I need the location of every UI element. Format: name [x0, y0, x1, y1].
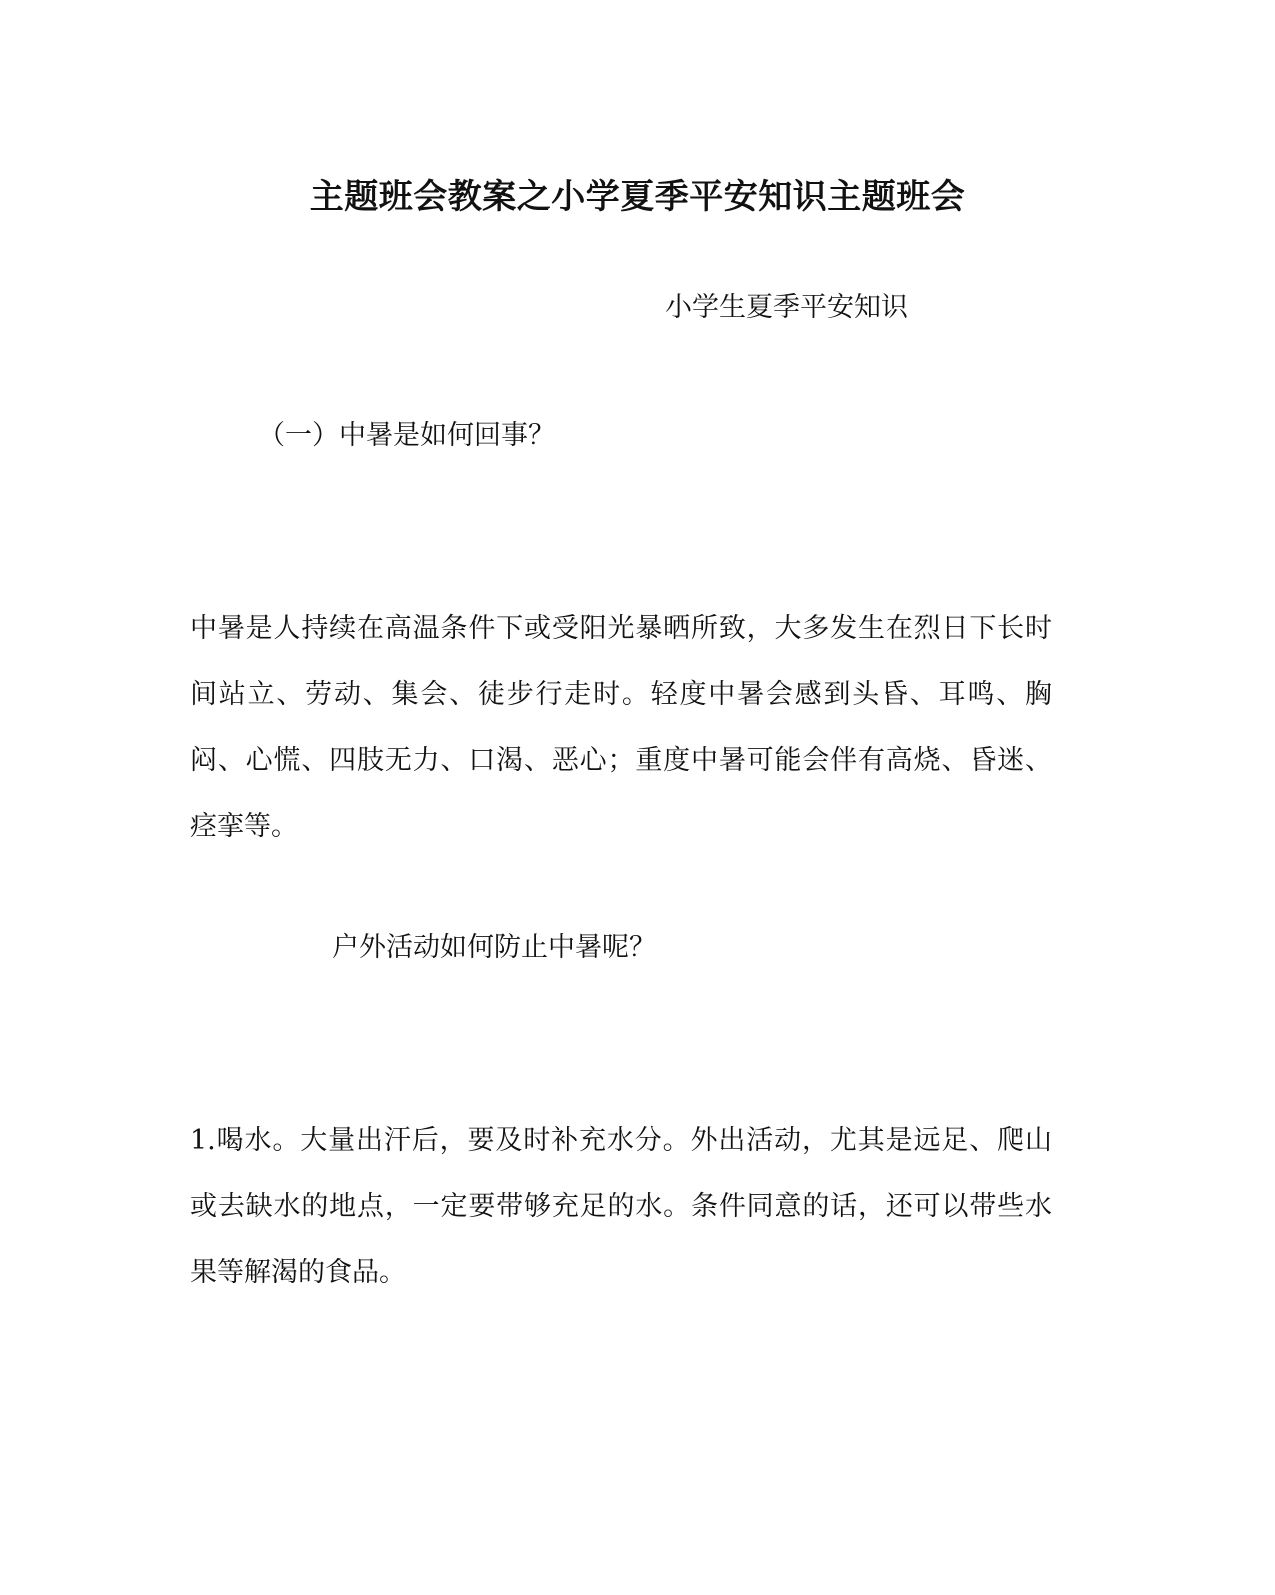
- paragraph-drink-water: 1.喝水。大量出汗后，要及时补充水分。外出活动，尤其是远足、爬山或去缺水的地点，一定要带够充足的水。条件同意的话，还可以带些水果等解渴的食品。: [190, 1125, 1052, 1288]
- section-heading-prevention: 户外活动如何防止中暑呢？: [332, 932, 656, 963]
- section-heading-heatstroke: （一）中暑是如何回事？: [258, 420, 555, 451]
- document-subtitle: 小学生夏季平安知识: [665, 292, 908, 323]
- document-title: 主题班会教案之小学夏季平安知识主题班会: [309, 177, 966, 217]
- paragraph-heatstroke-description: 中暑是人持续在高温条件下或受阳光暴晒所致，大多发生在烈日下长时间站立、劳动、集会、徒步行走时。轻度中暑会感到头昏、耳鸣、胸闷、心慌、四肢无力、口渴、恶心；重度中暑可能会伴有高烧、昏迷、痉挛等。: [190, 613, 1052, 842]
